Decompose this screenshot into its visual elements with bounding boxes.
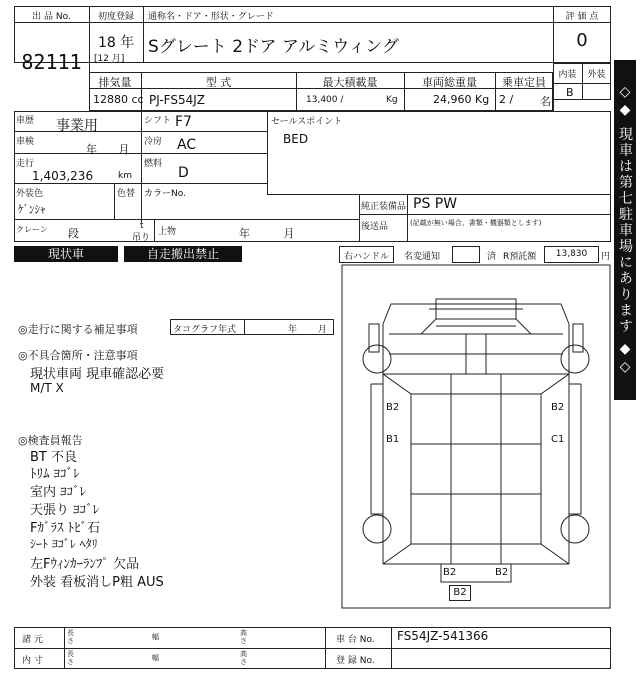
- displacement: 12880 cc: [93, 93, 144, 106]
- inspector-line: ﾄﾘﾑ ﾖｺﾞﾚ: [30, 467, 80, 482]
- capacity: 2 /: [499, 93, 514, 106]
- fuel: D: [178, 165, 189, 181]
- interior-grade: B: [566, 86, 574, 99]
- sales-point: BED: [283, 132, 309, 146]
- damage-mark: B2: [453, 587, 467, 598]
- aftermarket-label: 後送品: [361, 222, 389, 232]
- truck-diagram: [341, 264, 611, 609]
- damage-mark: C1: [551, 434, 565, 445]
- crane-ton: t: [140, 221, 144, 231]
- height-label: 高さ: [240, 629, 247, 645]
- mileage-unit: km: [118, 171, 132, 181]
- inspector-line: ｼｰﾄ ﾖｺﾞﾚ ﾍﾀﾘ: [30, 537, 98, 551]
- defects-title: ◎不具合箇所・注意事項: [18, 349, 138, 362]
- first-reg-label: 初度登録: [97, 12, 134, 22]
- damage-mark: B1: [386, 434, 400, 445]
- mileage-label: 走行: [16, 159, 35, 169]
- recycle-unit: 円: [601, 252, 611, 262]
- score-label: 評 価 点: [565, 12, 599, 22]
- upper-label: 上物: [158, 227, 177, 237]
- length-label: 長さ: [67, 650, 74, 666]
- equipment-label: 純正装備品: [361, 202, 407, 212]
- transfer-label: 名変通知: [404, 252, 441, 262]
- damage-mark: B2: [551, 402, 565, 413]
- mileage: 1,403,236: [32, 169, 94, 183]
- recycle-fee: 13,830: [555, 249, 588, 259]
- capacity-unit: 名: [540, 95, 551, 108]
- first-reg-year: 18 年: [98, 35, 135, 51]
- type: PJ-FS54JZ: [149, 93, 206, 107]
- interior-label: 内装: [558, 70, 577, 80]
- aftermarket-note: (記載が無い場合、書類・機器類とします): [410, 219, 542, 227]
- reg-label: 登 録 No.: [336, 656, 375, 666]
- width-label: 幅: [152, 654, 159, 662]
- self-drive-prohibited-badge: 自走搬出禁止: [124, 246, 242, 262]
- lot-no: 82111: [21, 50, 82, 74]
- inspector-line: Fｶﾞﾗｽ ﾄﾋﾞ石: [30, 521, 101, 536]
- exterior-label: 外装: [587, 70, 606, 80]
- chassis: FS54JZ-541366: [397, 629, 489, 643]
- shift: F7: [175, 114, 192, 130]
- sales-point-label: セールスポイント: [271, 117, 343, 127]
- length-label: 長さ: [67, 629, 74, 645]
- type-label: 型 式: [205, 76, 232, 89]
- history-label: 車歴: [16, 116, 35, 126]
- tachograph-ym: 年 月: [288, 325, 327, 335]
- color-label: 外装色: [16, 189, 44, 199]
- crane-hang: 吊り: [132, 233, 151, 243]
- parking-notice: ◇◆ 現車は第七駐車場にあります ◆◇: [614, 60, 636, 400]
- equipment: PS PW: [413, 196, 458, 212]
- width-label: 幅: [152, 633, 159, 641]
- inspector-line: BT 不良: [30, 450, 77, 465]
- history: 事業用: [56, 118, 98, 134]
- max-load-unit: Kg: [386, 95, 398, 105]
- color-no2-label: カラーNo.: [144, 189, 186, 199]
- recycle-label: 済: [487, 252, 497, 262]
- height-label: 高さ: [240, 650, 247, 666]
- model-name: Sグレート 2ドア アルミウィング: [148, 37, 399, 57]
- color: ｹﾞﾝｼｬ: [18, 203, 46, 216]
- lot-no-label: 出 品 No.: [32, 12, 71, 22]
- fuel-label: 燃料: [144, 159, 163, 169]
- tachograph-label: タコグラフ年式: [173, 325, 237, 335]
- upper-ym: 年 月: [239, 227, 295, 240]
- gvw: 24,960 Kg: [433, 93, 490, 106]
- max-load: 13,400 /: [306, 95, 344, 105]
- crane-stage: 段: [68, 227, 79, 240]
- inspector-title: ◎検査員報告: [18, 434, 83, 447]
- inspector-line: 外装 看板消しP粗 AUS: [30, 575, 164, 590]
- score: 0: [576, 30, 588, 51]
- inspector-line: 左Fｳｨﾝｶｰﾗﾝﾌﾟ 欠品: [30, 557, 140, 572]
- gvw-label: 車両総重量: [422, 76, 477, 89]
- defect-line: 現状車両 現車確認必要: [30, 367, 165, 382]
- defect-line: M/T X: [30, 381, 64, 395]
- recycle-fee-label: R預託額: [503, 252, 537, 262]
- first-reg-month: [12 月]: [94, 54, 125, 64]
- capacity-label: 乗車定員: [502, 76, 546, 89]
- chassis-label: 車 台 No.: [336, 635, 375, 645]
- handle: 右ハンドル: [343, 252, 389, 262]
- model-header: 通称名・ドア・形状・グレード: [148, 12, 274, 22]
- dims-label: 内 寸: [22, 656, 43, 666]
- transfer-box: [452, 246, 480, 263]
- inspection: 年 月: [86, 143, 130, 156]
- supplement-title: ◎走行に関する補足事項: [18, 323, 138, 336]
- current-vehicle-badge: 現状車: [14, 246, 118, 262]
- damage-mark: B2: [495, 567, 509, 578]
- shift-label: シフト: [144, 116, 172, 126]
- specs-label: 諸 元: [22, 635, 43, 645]
- ac-label: 冷房: [144, 137, 163, 147]
- max-load-label: 最大積載量: [322, 76, 378, 89]
- inspector-line: 室内 ﾖｺﾞﾚ: [30, 485, 87, 500]
- displacement-label: 排気量: [98, 76, 132, 89]
- color-no-label: 色替: [117, 189, 136, 199]
- inspector-line: 天張り ﾖｺﾞﾚ: [30, 503, 100, 518]
- damage-mark: B2: [386, 402, 400, 413]
- damage-mark: B2: [443, 567, 457, 578]
- crane-label: クレーン: [16, 225, 48, 234]
- ac: AC: [177, 137, 197, 153]
- inspection-label: 車検: [16, 137, 35, 147]
